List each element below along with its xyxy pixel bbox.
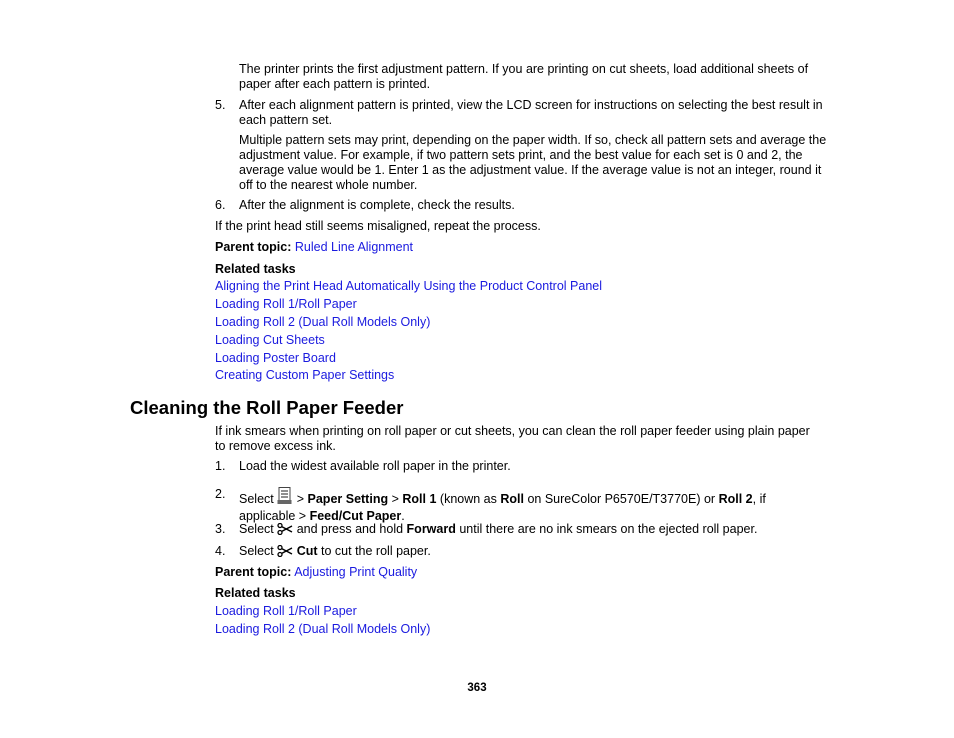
related-link-loading-roll-2[interactable]: Loading Roll 2 (Dual Roll Models Only) [215,622,431,636]
related-link-custom-paper[interactable]: Creating Custom Paper Settings [215,368,395,382]
related-tasks-label: Related tasks [215,262,296,276]
scissors-icon [277,523,293,539]
step-4-number: 4. [215,544,226,558]
step-5-text: After each alignment pattern is printed, view the LCD screen for instructions on selecting the best result in each pattern set. [239,98,823,127]
related-link-loading-roll-1[interactable]: Loading Roll 1/Roll Paper [215,604,357,618]
step-5-note: Multiple pattern sets may print, depending on the paper width. If so, check all pattern sets and average the adjustment value. For example, if two pattern sets print, and the best value for each set is 0 and 2, the average value would be 1. Enter 1 as the adjustment value. If the average value is not an integer, round it off to the nearest whole number. [239,133,827,192]
intro-paragraph: The printer prints the first adjustment pattern. If you are printing on cut sheets, load additional sheets of paper after each pattern is printed. [239,62,809,91]
step-5-number: 5. [215,98,226,112]
step-6-text: After the alignment is complete, check the results. [239,198,515,212]
parent-topic-link[interactable]: Adjusting Print Quality [294,565,418,579]
page-number: 363 [467,682,487,694]
scissors-icon [277,545,293,561]
paper-menu-icon [277,487,293,509]
parent-topic-1 [215,240,835,255]
section-heading: Cleaning the Roll Paper Feeder [130,397,404,418]
related-link-loading-roll-2[interactable]: Loading Roll 2 (Dual Roll Models Only) [215,315,431,329]
parent-topic-label: Parent topic: [215,240,292,254]
parent-topic-link[interactable]: Ruled Line Alignment [294,240,414,254]
step-3-text: Select and press and hold Forward until there are no ink smears on the ejected roll paper. [239,522,829,539]
related-link-loading-roll-1[interactable]: Loading Roll 1/Roll Paper [215,297,357,311]
step-1-text: Load the widest available roll paper in the printer. [239,459,511,473]
related-link-loading-poster-board[interactable]: Loading Poster Board [215,351,336,365]
step-6-number: 6. [215,198,226,212]
step-4-text: Select Cut to cut the roll paper. [239,544,829,561]
repeat-paragraph: If the print head still seems misaligned, repeat the process. [215,219,541,233]
step-3-number: 3. [215,522,226,536]
parent-topic-label: Parent topic: [215,565,292,579]
step-1-number: 1. [215,459,226,473]
related-link-loading-cut-sheets[interactable]: Loading Cut Sheets [215,333,325,347]
related-link-align-print-head[interactable]: Aligning the Print Head Automatically Using the Product Control Panel [215,279,603,293]
parent-topic-2 [215,565,835,580]
section-2-intro: If ink smears when printing on roll paper or cut sheets, you can clean the roll paper feeder using plain paper to remove excess ink. [215,424,810,453]
step-2-text: Select > Paper Setting > Roll 1 (known as Roll on SureColor P6570E/T3770E) or Roll 2, if applicable > Feed/Cut Paper. [239,487,829,524]
related-tasks-label: Related tasks [215,586,296,600]
step-2-number: 2. [215,487,226,501]
